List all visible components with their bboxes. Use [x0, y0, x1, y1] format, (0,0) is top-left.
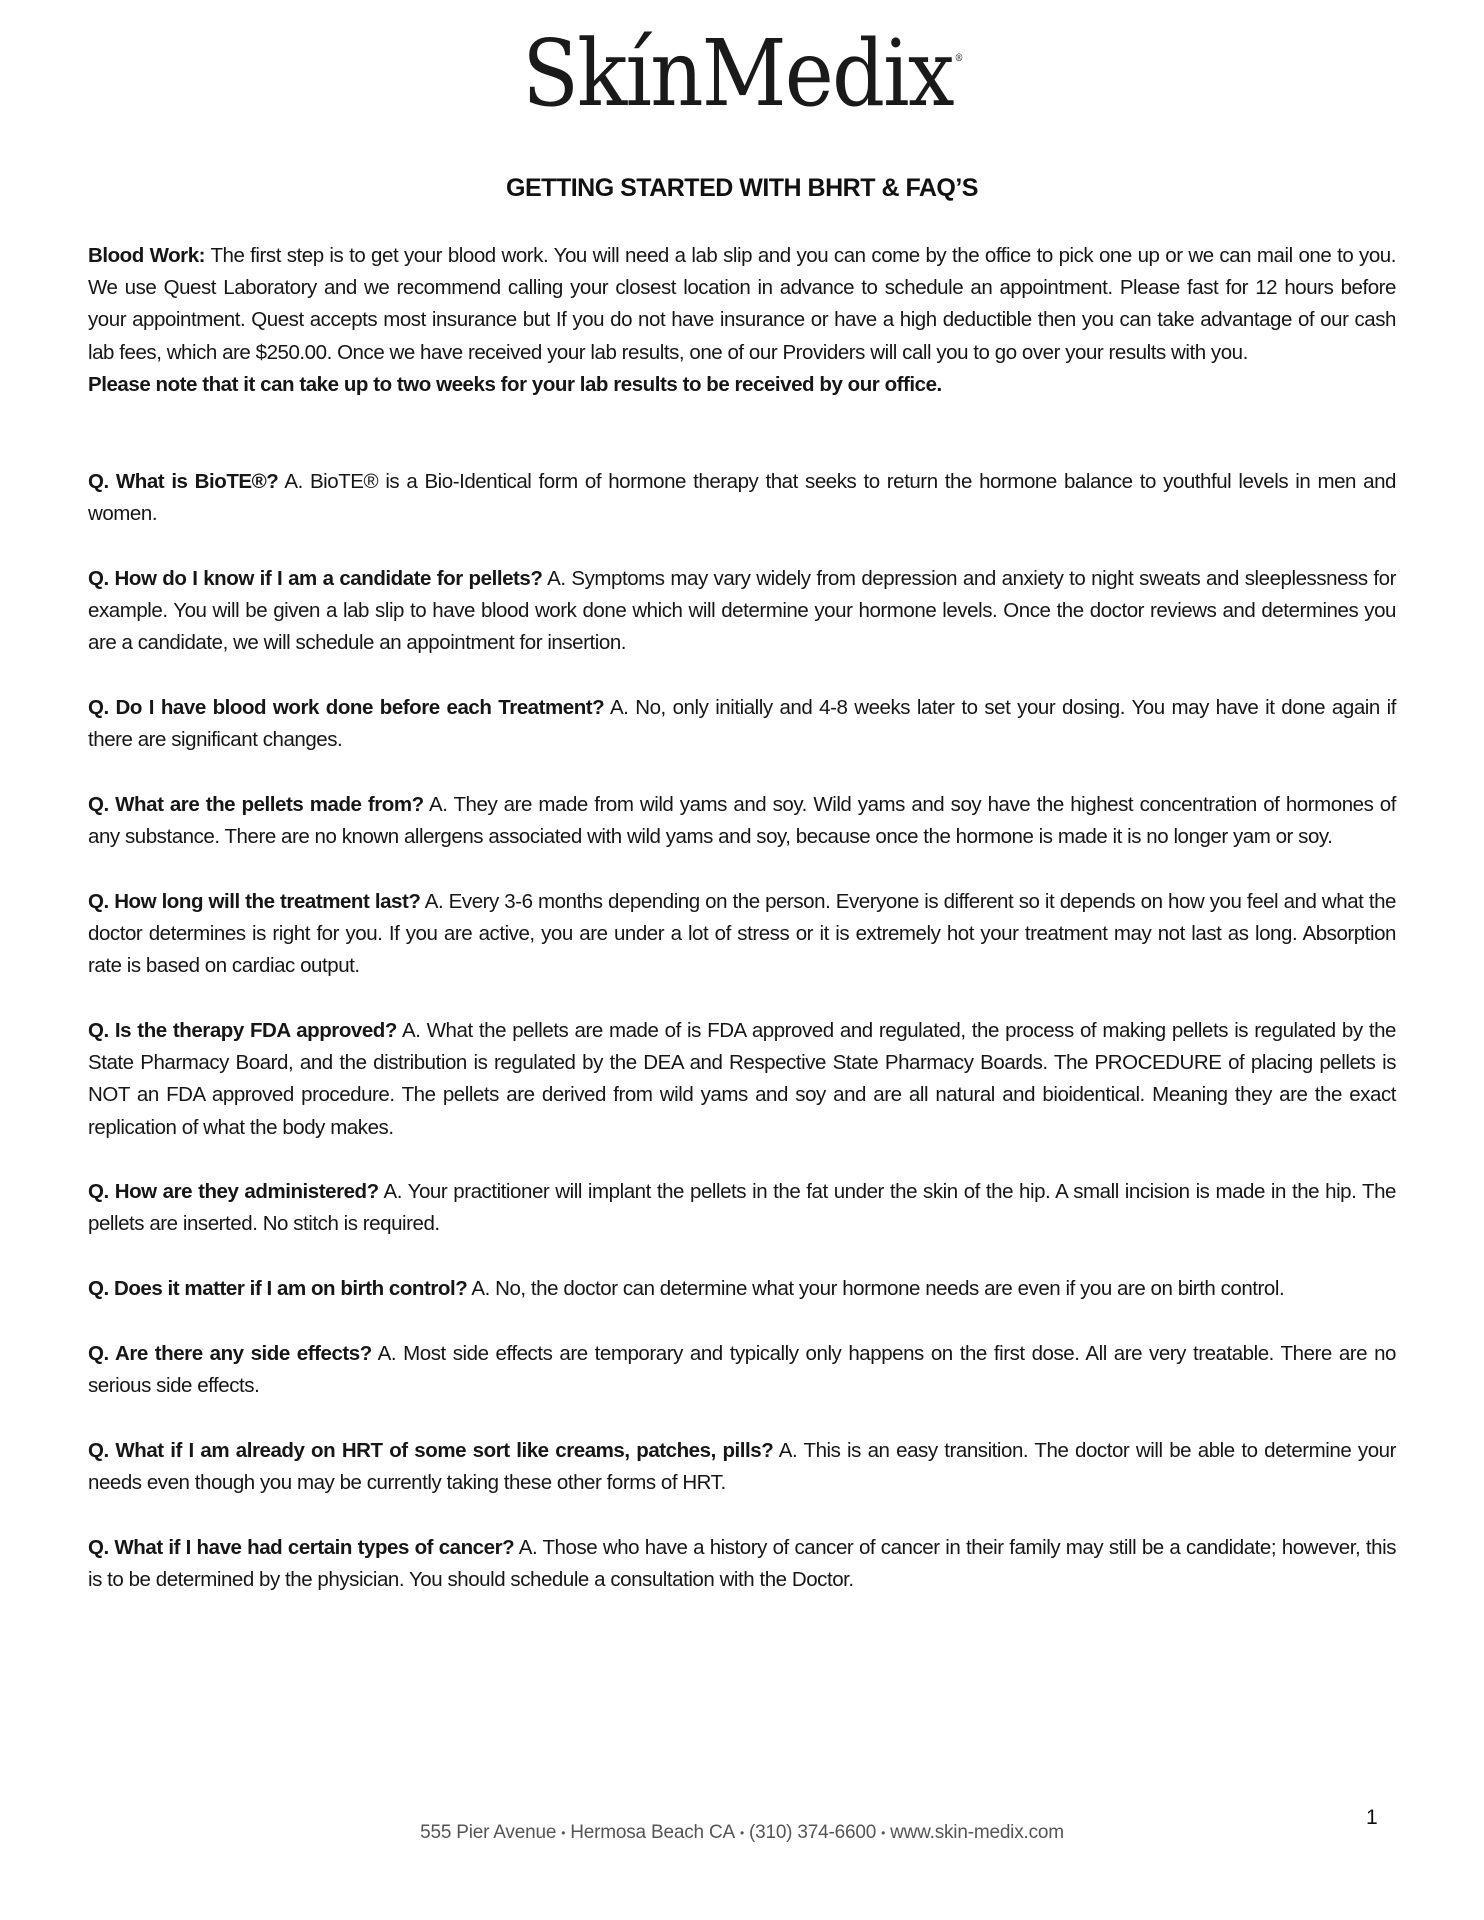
faq-item: [88, 563, 1396, 660]
faq-question: Q. What is BioTE®?: [88, 470, 279, 494]
faq-item: [88, 1273, 1396, 1305]
document-body: [88, 240, 1396, 1596]
footer-phone: (310) 374-6600: [748, 1822, 877, 1843]
blood-work-label: Blood Work:: [88, 244, 206, 267]
faq-item: [88, 1532, 1396, 1596]
faq-question: Q. Are there any side effects?: [88, 1341, 372, 1365]
faq-answer: A. Symptoms may vary widely from depression and anxiety to night sweats and sleeplessness for example. You will be given a lab slip to have blood work done which will determine your hormone levels. Once the doctor reviews and determines you are a candidate, we will schedule an appointment for insertion.: [88, 566, 1396, 655]
logo-text: SkínMedix: [522, 20, 953, 127]
faq-item: [88, 886, 1396, 983]
faq-answer: A. No, only initially and 4-8 weeks later to set your dosing. You may have it done again if there are significant changes.: [88, 696, 1396, 752]
registered-mark: ®: [954, 53, 962, 64]
faq-item: [88, 1338, 1396, 1402]
bullet-separator: •: [881, 1825, 886, 1840]
faq-item: [88, 1015, 1396, 1144]
faq-answer: A. Every 3-6 months depending on the person. Everyone is different so it depends on how you feel and what the doctor determines is right for you. If you are active, you are under a lot of stress or it is extremely hot your treatment may not last as long. Absorption rate is based on cardiac output.: [88, 889, 1396, 978]
faq-answer: A. They are made from wild yams and soy. Wild yams and soy have the highest concentration of hormones of any substance. There are no known allergens associated with wild yams and soy, because once the hormone is made it is no longer yam or soy.: [88, 792, 1396, 849]
blood-work-text: The first step is to get your blood work. You will need a lab slip and you can come by the office to pick one up or we can mail one to you. We use Quest Laboratory and we recommend calling your closest location in advance to schedule an appointment. Please fast for 12 hours before your appointment. Quest accepts most insurance but If you do not have insurance or have a high deductible then you can take advantage of our cash lab fees, which are $250.00. Once we have received your lab results, one of our Providers will call you to go over your results with you.: [88, 244, 1396, 364]
faq-item: [88, 789, 1396, 853]
faq-answer: A. BioTE® is a Bio-Identical form of hormone therapy that seeks to return the hormone balance to youthful levels in men and women.: [88, 470, 1396, 526]
faq-question: Q. Does it matter if I am on birth control?: [88, 1277, 468, 1301]
faq-question: Q. How do I know if I am a candidate for pellets?: [88, 566, 543, 590]
faq-answer: A. No, the doctor can determine what your hormone needs are even if you are on birth control.: [467, 1277, 1285, 1301]
bullet-separator: •: [739, 1825, 744, 1840]
faq-answer: A. Those who have a history of cancer of cancer in their family may still be a candidate; however, this is to be determined by the physician. You should schedule a consultation with the Doctor.: [88, 1535, 1396, 1591]
faq-answer: A. Most side effects are temporary and typically only happens on the first dose. All are very treatable. There are no serious side effects.: [88, 1341, 1396, 1398]
faq-question: Q. What are the pellets made from?: [88, 792, 424, 816]
faq-item: [88, 1176, 1396, 1240]
footer-contact: [0, 1822, 1484, 1844]
skinmedix-logo: [74, 20, 1410, 127]
footer-address: 555 Pier Avenue: [420, 1822, 557, 1843]
footer-website: www.skin-medix.com: [890, 1822, 1064, 1843]
page-number: 1: [1366, 1806, 1378, 1829]
faq-item: [88, 1435, 1396, 1499]
faq-item: [88, 466, 1396, 530]
faq-question: Q. What if I am already on HRT of some sort like creams, patches, pills?: [88, 1438, 774, 1462]
blood-work-note: Please note that it can take up to two weeks for your lab results to be received by our office.: [88, 372, 942, 396]
faq-answer: A. What the pellets are made of is FDA approved and regulated, the process of making pellets is regulated by the State Pharmacy Board, and the distribution is regulated by the DEA and Respective State Pharmacy Boards. The PROCEDURE of placing pellets is NOT an FDA approved procedure. The pellets are derived from wild yams and soy and are all natural and bioidentical. Meaning they are the exact replication of what the body makes.: [88, 1018, 1396, 1139]
faq-answer: A. Your practitioner will implant the pellets in the fat under the skin of the hip. A small incision is made in the hip. The pellets are inserted. No stitch is required.: [88, 1180, 1396, 1236]
faq-question: Q. How long will the treatment last?: [88, 889, 421, 913]
faq-item: [88, 692, 1396, 756]
bullet-separator: •: [561, 1825, 566, 1840]
faq-question: Q. How are they administered?: [88, 1180, 379, 1204]
blood-work-paragraph: [88, 240, 1396, 401]
faq-answer: A. This is an easy transition. The doctor will be able to determine your needs even though you may be currently taking these other forms of HRT.: [88, 1438, 1396, 1494]
footer-city: Hermosa Beach CA: [570, 1822, 735, 1843]
faq-question: Q. Is the therapy FDA approved?: [88, 1018, 397, 1042]
faq-question: Q. What if I have had certain types of cancer?: [88, 1535, 515, 1559]
faq-question: Q. Do I have blood work done before each Treatment?: [88, 696, 605, 720]
page-title: GETTING STARTED WITH BHRT & FAQ’S: [506, 174, 978, 202]
